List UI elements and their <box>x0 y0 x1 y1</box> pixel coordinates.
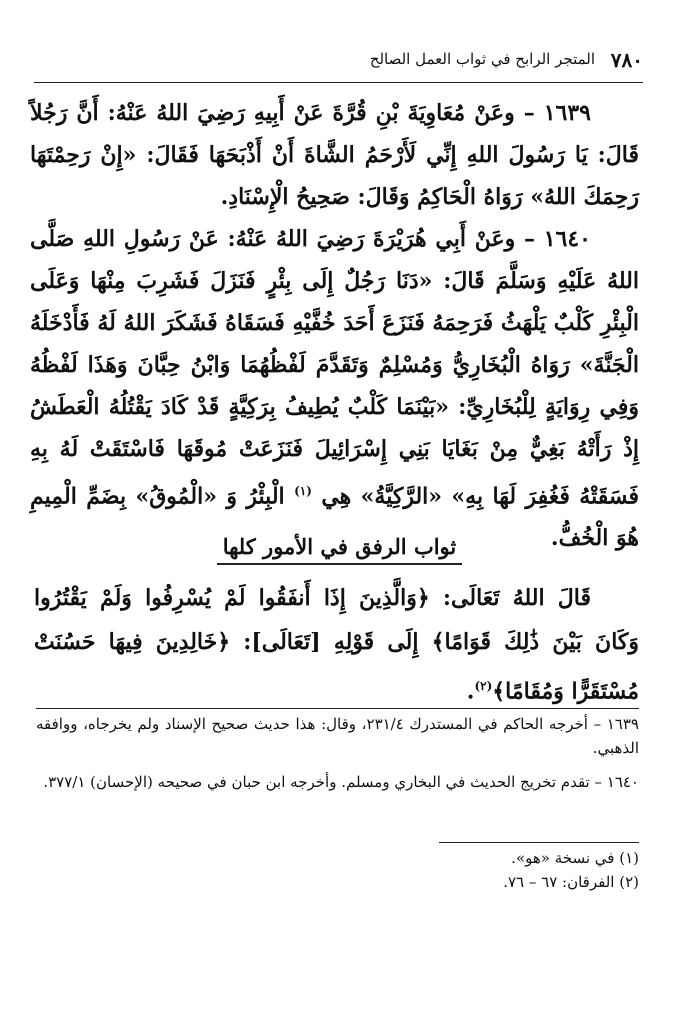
footnote-marker-2: (٢) <box>474 679 493 693</box>
takhrij-notes <box>36 712 639 804</box>
quran-verse-text: قَالَ اللهُ تَعَالَى: ﴿وَالَّذِينَ إِذَا أَنفَقُوا لَمْ يُسْرِفُوا وَلَمْ يَقْتُرُوا وَكَانَ بَيْنَ ذَٰلِكَ قَوَامًا﴾ إِلَى قَوْلِهِ [تَعَالَى]: ﴿خَالِدِينَ فِيهَا حَسُنَتْ مُسْتَقَرًّا وَمُقَامًا﴾ <box>34 585 639 705</box>
quran-verse-block <box>34 576 639 713</box>
footnotes <box>300 846 639 894</box>
hadith-1640-text-end: الْبِئْرُ وَ «الْمُوقُ» بِضَمِّ الْمِيمِ هُوَ الْخُفُّ. <box>30 483 639 552</box>
page-number: ٧٨٠ <box>610 48 643 72</box>
main-text <box>30 92 639 559</box>
section-heading <box>0 534 679 565</box>
running-header <box>70 44 643 78</box>
header-rule <box>34 82 643 83</box>
hadith-1639: ١٦٣٩ – وعَنْ مُعَاوِيَةَ بْنِ قُرَّةَ عَنْ أَبِيهِ رَضِيَ اللهُ عَنْهُ: أَنَّ رَجُلاً قَالَ: يَا رَسُولَ اللهِ إِنِّي لَأَرْحَمُ الشَّاةَ أَنْ أَذْبَحَهَا فَقَالَ: «إِنْ رَحِمْتَهَا رَحِمَكَ اللهُ» رَوَاهُ الْحَاكِمُ وَقَالَ: صَحِيحُ الْإِسْنَادِ. <box>30 100 639 210</box>
section-heading-text: ثواب الرفق في الأمور كلها <box>217 534 463 565</box>
quran-verse-end: . <box>466 678 475 705</box>
book-title: المتجر الرابح في ثواب العمل الصالح <box>369 50 595 68</box>
hadith-1640 <box>30 218 639 559</box>
note-1639: ١٦٣٩ – أخرجه الحاكم في المستدرك ٢٣١/٤، وقال: هذا حديث صحيح الإسناد ولم يخرجاه، ووافقه الذهبي. <box>36 715 639 757</box>
footnotes-rule <box>439 842 639 843</box>
footnote-1: (١) في نسخة «هو». <box>511 849 639 867</box>
footnote-marker-1: (١) <box>294 484 312 498</box>
note-1640: ١٦٤٠ – تقدم تخريج الحديث في البخاري ومسلم. وأخرجه ابن حبان في صحيحه (الإحسان) ٣٧٧/١. <box>43 773 639 791</box>
hadith-1640-text: ١٦٤٠ – وعَنْ أَبِي هُرَيْرَةَ رَضِيَ اللهُ عَنْهُ: عَنْ رَسُولِ اللهِ صَلَّى اللهُ عَلَيْهِ وَسَلَّمَ قَالَ: «دَنَا رَجُلٌ إِلَى بِئْرٍ فَنَزَلَ فَشَرِبَ مِنْهَا وَعَلَى الْبِئْرِ كَلْبٌ يَلْهَثُ فَرَحِمَهُ فَنَزَعَ أَحَدَ خُفَّيْهِ فَسَقَاهُ فَشَكَرَ اللهُ لَهُ فَأَدْخَلَهُ الْجَنَّةَ» رَوَاهُ الْبُخَارِيُّ وَمُسْلِمٌ وَتَقَدَّمَ لَفْظُهُمَا وَابْنُ حِبَّانَ وَهَذَا لَفْظُهُ وَفِي رِوَايَةٍ لِلْبُخَارِيِّ: «بَيْنَمَا كَلْبٌ يُطِيفُ بِرَكِيَّةٍ قَدْ كَادَ يَقْتُلُهُ الْعَطَشُ إِذْ رَأَتْهُ بَغِيٌّ مِنْ بَغَايَا بَنِي إِسْرَائِيلَ فَنَزَعَتْ مُوقَهَا فَاسْتَقَتْ لَهُ بِهِ فَسَقَتْهُ فَغُفِرَ لَهَا بِهِ» «الرَّكِيَّةُ» هِي <box>30 226 639 510</box>
notes-rule <box>36 708 639 709</box>
footnote-2: (٢) الفرقان: ٦٧ – ٧٦. <box>503 873 639 891</box>
